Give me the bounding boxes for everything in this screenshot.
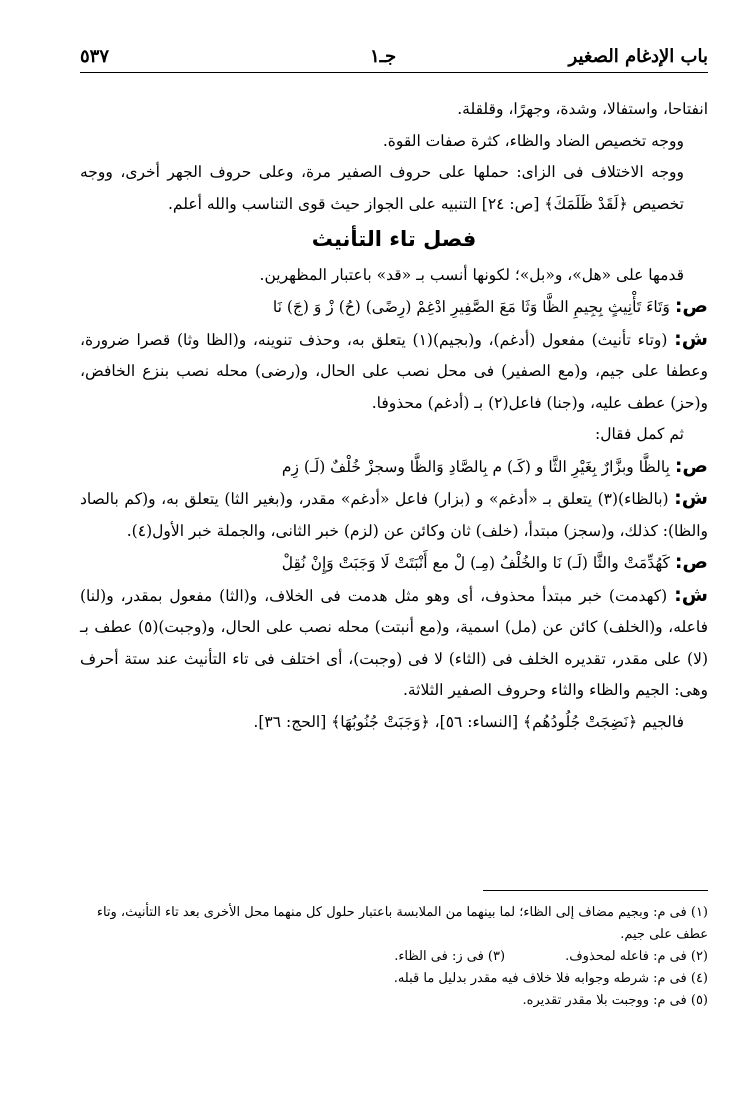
running-header [80,42,708,78]
verse-text: كَهُدِّمَتْ والثَّا (لَـ) نَا والخُلْفُ (مِـ) لْ مع أَنْبَتَتْ لَا وَجَبَتْ وَإِنْ نُقِلْ [281,554,670,572]
footnote-rule [483,890,708,891]
page-number: ٥٣٧ [80,46,110,67]
footnote: (٥) فى م: ووجبت بلا مقدر تقديره. [522,993,708,1008]
footnote: (٢) فى م: فاعله لمحذوف. [565,949,708,964]
paragraph: انفتاحا، واستفالا، وشدة، وجهرًا، وقلقلة. [457,100,708,118]
verse-text: بِالظَّا وبزَّارٌ بِغَيْرِ الثَّا و (كَـ) م بِالصَّادِ وَالظَّا وسجزْ خُلْفٌ (لَـ) زِم [281,457,670,476]
verse-line [80,547,708,580]
footnotes [80,902,708,1012]
paragraph: ووجه تخصيص الضاد والظاء، كثرة صفات القوة. [382,131,684,150]
paragraph: ووجه الاختلاف فى الزاى: حملها على حروف الصفير مرة، وعلى حروف الجهر أخرى، ووجه تخصيص ﴿لَقَدْ ظَلَمَكَ﴾ [ص: ٢٤] التنبيه على الجواز حيث قوى التناسب والله أعلم. [80,163,684,213]
main-text [80,94,708,738]
transition-line: ثم كمل فقال: [594,425,684,443]
footnote: (٤) فى م: شرطه وجوابه فلا خلاف فيه مقدر بدليل ما قبله. [393,971,708,986]
verse-tag: ص: [674,295,708,317]
commentary-tag: ش: [674,327,708,350]
verse-text: وَتَاءَ تَأْنِيثٍ بِجِيمِ الظَّا وَثَا مَعَ الصَّفِيرِ ادْغِمْ (رِضًى) (حُ) زْ وَ (جَ) نَا [272,298,670,316]
footnote: (١) فى م: وبجيم مضاف إلى الظاء؛ لما بينهما من الملابسة باعتبار حلول كل منهما محل الأخرى بعد تاء التأنيث، وتاء عطف على جيم. [96,905,708,942]
verse-tag: ص: [674,551,708,573]
header-rule [80,72,708,73]
footnote-row [80,946,708,968]
closing-paragraph: فالجيم ﴿نَضِجَتْ جُلُودُهُم﴾ [النساء: ٥٦]، ﴿وَجَبَتْ جُنُوبُهَا﴾ [الحج: ٣٦]. [253,712,684,731]
intro-paragraph: قدمها على «هل»، و«بل»؛ لكونها أنسب بـ «قد» باعتبار المظهرين. [259,265,684,284]
commentary-tag: ش: [674,487,708,509]
verse-line [80,291,708,324]
commentary-tag: ش: [674,583,708,606]
footnote: (٣) فى ز: فى الظاء. [394,949,506,964]
commentary-text: (وتاء تأنيث) مفعول (أدغم)، و(بجيم)(١) يتعلق به، وحذف تنوينه، و(الظا وثا) قصرا ضرورة، وعطفا على جيم، و(مع الصفير) فى محل نصب على الحال، و(رضى) محله نصب بنزع الخافض، و(حز) عطف عليه، و(جنا) فاعل(٢) بـ (أدغم) محذوفا. [80,330,708,412]
commentary-paragraph [80,580,708,707]
commentary-text: (بالظاء)(٣) يتعلق بـ «أدغم» و (بزار) فاعل «أدغم» مقدر، و(بغير الثا) يتعلق به، و(كم بالصاد والظا): كذلك، و(سجز) مبتدأ، (خلف) ثان وكائن عن (لزم) خبر الثانى، والجملة خبر الأول(٤). [80,490,708,540]
commentary-paragraph [80,324,708,420]
commentary-text: (كهدمت) خبر مبتدأ محذوف، أى وهو مثل هدمت فى الخلاف، و(الثا) مفعول بمقدر، و(لنا) فاعله، و(الخلف) كائن عن (مل) اسمية، و(مع أنبتت) محله نصب على الحال، و(وجبت)(٥) عطف بـ (لا) على مقدر، تقديره الخلف فى (الثاء) لا فى (وجبت)، أى اختلف فى تاء التأنيث عند ستة أحرف وهى: الجيم والظاء والثاء وحروف الصفير الثلاثة. [80,586,709,699]
verse-tag: ص: [674,454,708,477]
verse-line [80,451,708,484]
commentary-paragraph [80,483,708,547]
volume-label: جـ١ [370,46,397,67]
section-heading: فصل تاء التأنيث [311,227,477,251]
chapter-title: باب الإدغام الصغير [568,46,708,67]
page [80,42,708,1062]
